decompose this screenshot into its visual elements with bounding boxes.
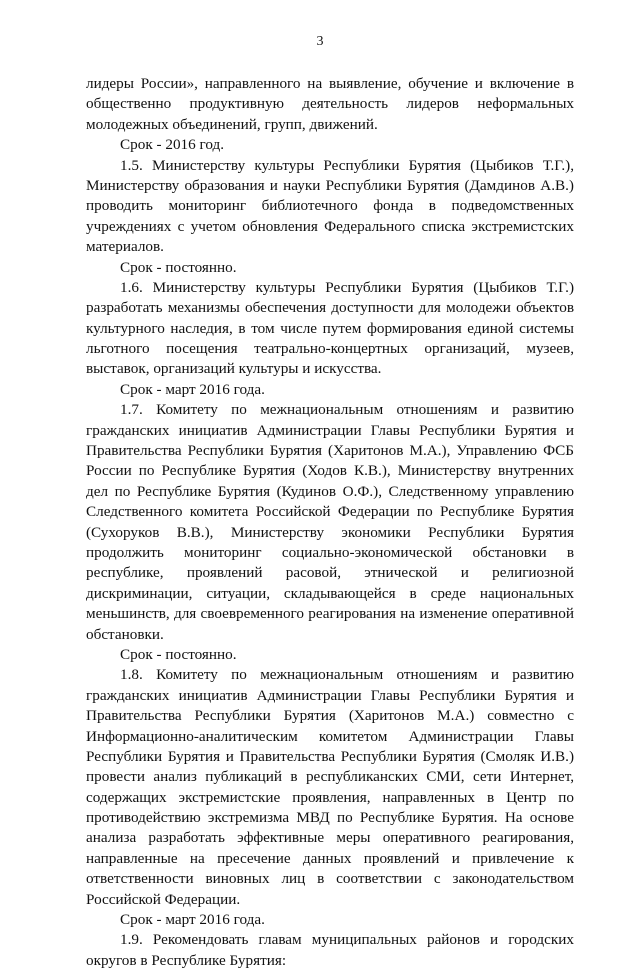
text-line: ответственности виновных лиц в соответствии с законодательством [86, 870, 574, 888]
text-line: обстановки. [86, 625, 164, 643]
text-line: Российской Федерации. [86, 890, 241, 908]
text-line: общественно продуктивную деятельность лидеров неформальных [86, 95, 574, 113]
text-line: республике, проявлений расовой, этнической и религиозной [86, 564, 574, 582]
text-line: Правительства Республики Бурятия (Харитонов М.А.) совместно с [86, 707, 574, 725]
text-line: дел по Республике Бурятия (Кудинов О.Ф.), Следственному управлению [86, 482, 574, 500]
text-line: культурного наследия, в том числе путем формирования единой системы [86, 319, 574, 337]
text-line: Информационно-аналитическим комитетом Администрации Главы [86, 727, 574, 745]
text-line: продолжить мониторинг социально-экономической обстановки в [86, 543, 574, 561]
text-line: (Сухоруков В.В.), Министерству экономики Республики Бурятия [86, 523, 574, 541]
text-line: округов в Республике Бурятия: [86, 951, 287, 969]
text-line: Республики Бурятия и Правительства Республики Бурятия (Смоляк И.В.) [86, 747, 574, 765]
page-number: 3 [316, 34, 324, 49]
text-line: направленные на пресечение данных проявлений и привлечение к [86, 849, 574, 867]
text-line: Срок - постоянно. [120, 645, 237, 663]
text-line: 1.6. Министерству культуры Республики Бурятия (Цыбиков Т.Г.) [120, 278, 574, 296]
text-line: гражданских инициатив Администрации Главы Республики Бурятия и [86, 421, 574, 439]
text-line: Срок - март 2016 года. [120, 911, 265, 929]
text-line: провести анализ публикаций в республиканских СМИ, сети Интернет, [86, 768, 574, 786]
text-line: молодежных объединений, групп, движений. [86, 115, 378, 133]
text-line: льготного посещения театрально-концертных организаций, музеев, [86, 340, 574, 358]
text-line: Правительства Республики Бурятия (Харитонов М.А.), Управлению ФСБ [86, 442, 574, 460]
text-line: Министерству образования и науки Республики Бурятия (Дамдинов А.В.) [86, 176, 574, 194]
text-line: меньшинств, для своевременного реагирования на изменение оперативной [86, 605, 574, 623]
text-line: противодействию экстремизма МВД по Республике Бурятия. На основе [86, 809, 574, 827]
text-line: проводить мониторинг библиотечного фонда в подведомственных [86, 197, 574, 215]
text-line: выставок, организаций культуры и искусства. [86, 360, 382, 378]
text-line: разработать механизмы обеспечения доступности для молодежи объектов [86, 299, 574, 317]
text-line: России по Республике Бурятия (Ходов К.В.), Министерству внутренних [86, 462, 574, 480]
text-line: 1.5. Министерству культуры Республики Бурятия (Цыбиков Т.Г.), [120, 156, 574, 174]
text-line: Срок - март 2016 года. [120, 380, 265, 398]
text-line: лидеры России», направленного на выявление, обучение и включение в [86, 75, 574, 92]
text-line: материалов. [86, 238, 164, 256]
text-line: Срок - 2016 год. [120, 136, 225, 154]
text-line: Срок - постоянно. [120, 258, 237, 276]
text-line: 1.8. Комитету по межнациональным отношениям и развитию [120, 666, 574, 684]
text-line: дискриминации, ситуации, складывающейся в среде национальных [86, 584, 574, 602]
text-line: содержащих экстремистские проявления, направленных в Центр по [86, 788, 574, 806]
document-body [86, 74, 574, 971]
text-line: Следственного комитета Российской Федерации по Республике Бурятия [86, 503, 574, 521]
text-line: учреждениях с учетом обновления Федерального списка экстремистских [86, 217, 574, 235]
text-line: гражданских инициатив Администрации Главы Республики Бурятия и [86, 686, 574, 704]
text-line: 1.9. Рекомендовать главам муниципальных районов и городских [120, 931, 574, 949]
text-line: 1.7. Комитету по межнациональным отношениям и развитию [120, 401, 574, 419]
text-line: анализа разработать эффективные меры оперативного реагирования, [86, 829, 574, 847]
